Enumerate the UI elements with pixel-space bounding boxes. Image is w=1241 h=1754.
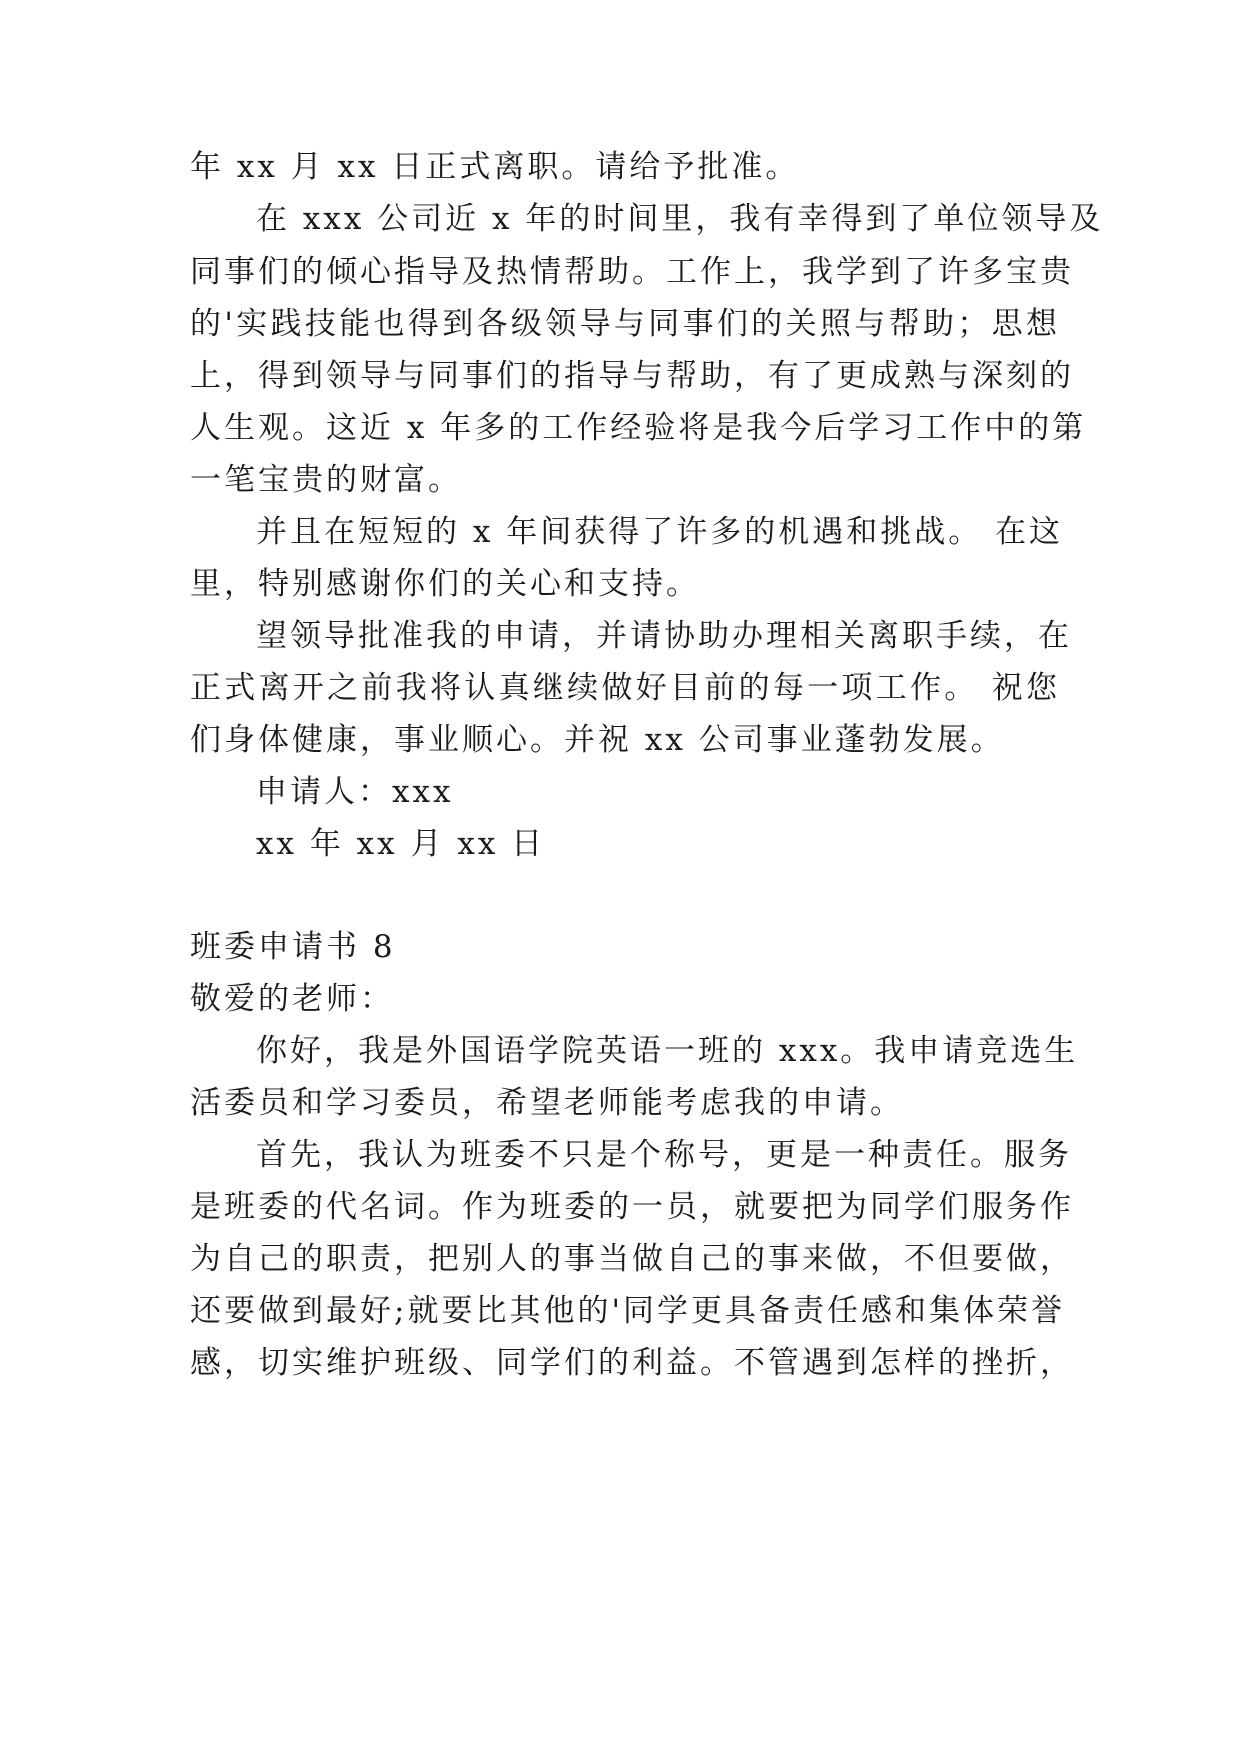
salutation: 敬爱的老师： (190, 981, 394, 1017)
paragraph-line: 里，特别感谢你们的关心和支持。 (190, 566, 700, 602)
paragraph-line: 同事们的倾心指导及热情帮助。工作上，我学到了许多宝贵 (190, 254, 1074, 290)
paragraph-line: 一笔宝贵的财富。 (190, 462, 462, 498)
date-line: xx 年 xx 月 xx 日 (256, 826, 546, 862)
paragraph-line: 首先，我认为班委不只是个称号，更是一种责任。服务 (256, 1137, 1072, 1173)
paragraph-line: 是班委的代名词。作为班委的一员，就要把为同学们服务作 (190, 1189, 1074, 1225)
paragraph-line: 人生观。这近 x 年多的工作经验将是我今后学习工作中的第 (190, 410, 1087, 446)
paragraph-line: 的'实践技能也得到各级领导与同事们的关照与帮助；思想 (190, 306, 1060, 342)
paragraph-line: 上，得到领导与同事们的指导与帮助，有了更成熟与深刻的 (190, 358, 1074, 394)
signature-line: 申请人：xxx (256, 774, 454, 810)
section-title: 班委申请书 8 (190, 929, 396, 965)
paragraph-line: 并且在短短的 x 年间获得了许多的机遇和挑战。 在这 (256, 514, 1064, 550)
paragraph-line: 还要做到最好;就要比其他的'同学更具备责任感和集体荣誉 (190, 1293, 1065, 1329)
paragraph-line: 感，切实维护班级、同学们的利益。不管遇到怎样的挫折， (190, 1345, 1074, 1381)
paragraph-line: 为自己的职责，把别人的事当做自己的事来做，不但要做， (190, 1241, 1074, 1277)
paragraph-line: 望领导批准我的申请，并请协助办理相关离职手续，在 (256, 618, 1072, 654)
paragraph-line: 们身体健康，事业顺心。并祝 xx 公司事业蓬勃发展。 (190, 722, 1005, 758)
paragraph-line: 在 xxx 公司近 x 年的时间里，我有幸得到了单位领导及 (256, 201, 1104, 237)
paragraph-line: 活委员和学习委员，希望老师能考虑我的申请。 (190, 1085, 904, 1121)
paragraph-line: 年 xx 月 xx 日正式离职。请给予批准。 (190, 149, 800, 185)
paragraph-line: 正式离开之前我将认真继续做好目前的每一项工作。 祝您 (190, 670, 1060, 706)
paragraph-line: 你好，我是外国语学院英语一班的 xxx。我申请竞选生 (256, 1033, 1079, 1069)
